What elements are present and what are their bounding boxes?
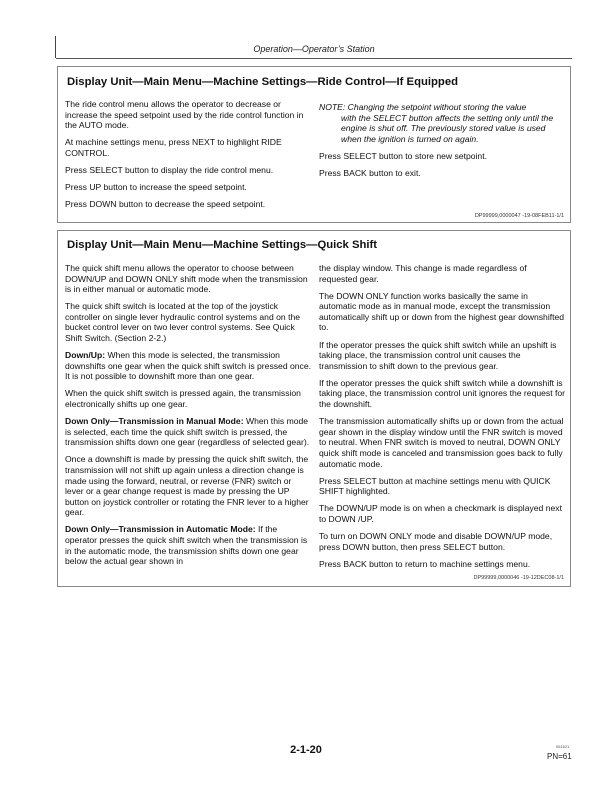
doc-id: DP99999,0000046 -19-12DEC08-1/1 — [473, 575, 564, 581]
ride-control-title: Display Unit—Main Menu—Machine Settings—Ride Control—If Equipped — [67, 76, 459, 88]
paragraph — [65, 416, 311, 448]
paragraph-text: The quick shift switch is located at the top of the joystick controller on single lever hydraulic control systems and on the bucket control lever on two lever control systems. See Quick Shift Switch. (Section 2-2.) — [65, 301, 301, 344]
note-body: with the SELECT button affects the setting only until the engine is shut off. The previously stored value is used when the ignition is turned on again. — [341, 112, 554, 144]
paragraph: The ride control menu allows the operator to decrease or increase the speed setpoint used by the ride control function in the AUTO mode. — [65, 99, 304, 131]
run-in-heading: Down Only—Transmission in Automatic Mode: — [65, 524, 256, 535]
quick-shift-title: Display Unit—Main Menu—Machine Settings—Quick Shift — [67, 239, 378, 251]
paragraph: To turn on DOWN ONLY mode and disable DOWN/UP mode, press DOWN button, then press SELECT button. — [319, 530, 553, 552]
paragraph: If the operator presses the quick shift switch while a downshift is taking place, the transmission control unit ignores the request for the downshift. — [319, 377, 566, 410]
ride-control-section — [57, 66, 571, 223]
paragraph — [65, 454, 311, 518]
paragraph-text: Once a downshift is made by pressing the quick shift switch, the transmission will not shift up again unless a direction change is made using the forward, neutral, or reverse (FNR) switch or lever or a gear change request is made by pressing the UP button on joystick controller or rotating the FNR lever to a higher gear. — [65, 454, 309, 518]
paragraph-text: If the operator presses the quick shift switch when the transmission is in the automatic mode, the transmission shifts down one gear below the actual gear shown in — [65, 524, 308, 567]
paragraph-text: When the quick shift switch is pressed again, the transmission electronically shifts up one gear. — [65, 388, 301, 410]
paragraph-text: When this mode is selected, the transmission downshifts one gear when the quick shift switch is pressed once. It is not possible to downshift more than one gear. — [65, 350, 312, 382]
run-in-heading: Down Only—Transmission in Manual Mode: — [65, 416, 244, 427]
paragraph — [65, 388, 311, 409]
note-lead: NOTE: Changing the setpoint without storing the value — [319, 102, 527, 112]
page-number: 2-1-20 — [290, 744, 322, 756]
paragraph — [65, 301, 311, 343]
run-in-heading: Down/Up: — [65, 350, 106, 361]
quick-shift-left-column — [65, 263, 311, 573]
paragraph: Press BACK button to return to machine settings menu. — [319, 558, 531, 569]
paragraph — [65, 524, 311, 566]
paragraph — [65, 263, 311, 295]
paragraph: Press SELECT button to display the ride control menu. — [65, 164, 274, 175]
paragraph: The DOWN ONLY function works basically the same in automatic mode as in manual mode, except the transmission automatically shift up or down from the highest gear downshifted to. — [319, 290, 565, 333]
paragraph: Press UP button to increase the speed setpoint. — [65, 182, 247, 193]
quick-shift-right-column — [319, 263, 567, 576]
note — [319, 102, 567, 144]
paragraph: If the operator presses the quick shift switch while an upshift is taking place, the transmission control unit causes the transmission to shift down to the previous gear. — [319, 339, 557, 371]
paragraph: Press BACK button to exit. — [319, 167, 421, 178]
paragraph: The transmission automatically shifts up or down from the actual gear shown in the display window until the FNR switch is moved to neutral. When FNR switch is moved to neutral, DOWN ONLY quick shift mode is canceled and transmission goes back to fully automatic mode. — [319, 416, 564, 469]
paragraph: At machine settings menu, press NEXT to highlight RIDE CONTROL. — [65, 137, 282, 158]
header-rule — [56, 58, 572, 59]
ride-control-left-column — [65, 99, 310, 216]
doc-id: DP99999,0000047 -19-08FEB11-1/1 — [474, 213, 564, 219]
page-sequence-number: PN=61 — [547, 752, 572, 761]
quick-shift-section — [57, 230, 571, 587]
paragraph: Press SELECT button at machine settings menu with QUICK SHIFT highlighted. — [319, 475, 551, 497]
paragraph: Press SELECT button to store new setpoint. — [319, 150, 487, 161]
running-head: Operation—Operator’s Station — [253, 44, 375, 54]
paragraph-text: The quick shift menu allows the operator to choose between DOWN/UP and DOWN ONLY shift mode when the transmission is in either manual or automatic mode. — [65, 263, 308, 295]
footer-code: 061621 — [556, 744, 570, 749]
paragraph — [65, 350, 311, 382]
ride-control-right-column — [319, 102, 567, 185]
paragraph: The DOWN/UP mode is on when a checkmark is displayed next to DOWN /UP. — [319, 503, 562, 524]
paragraph: Press DOWN button to decrease the speed setpoint. — [65, 199, 266, 210]
paragraph: the display window. This change is made regardless of requested gear. — [319, 263, 527, 284]
paragraph-text: When this mode is selected, each time the quick shift switch is pressed, the transmission shifts down one gear (regardless of selected gear). — [65, 416, 310, 448]
